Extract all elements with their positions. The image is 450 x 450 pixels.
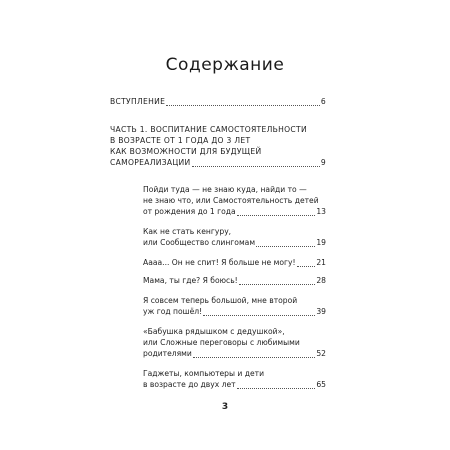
toc-subentry-line: Пойди туда — не знаю куда, найди то — xyxy=(143,185,307,194)
toc-entry-title: в возрасте до двух лет xyxy=(143,380,236,389)
toc-subentry-self-reliance xyxy=(143,207,326,217)
toc-subentry-mom-where xyxy=(143,276,326,286)
toc-subentry-line: Я совсем теперь большой, мне второй xyxy=(143,296,298,305)
leader-dots xyxy=(203,310,315,316)
toc-subentry-gadgets xyxy=(143,380,326,390)
leader-dots xyxy=(256,241,315,247)
toc-entry-introduction xyxy=(110,97,326,107)
toc-page-number: 13 xyxy=(316,207,326,216)
toc-subentry-line: или Сложные переговоры с любимыми xyxy=(143,338,300,347)
toc-entry-part1 xyxy=(110,158,326,168)
toc-page-number: 19 xyxy=(316,238,326,247)
toc-subentry-line: Гаджеты, компьютеры и дети xyxy=(143,369,265,378)
leader-dots xyxy=(192,161,320,167)
page-number: 3 xyxy=(221,402,229,412)
toc-subentry-big-now xyxy=(143,307,326,317)
toc-entry-title: ВСТУПЛЕНИЕ xyxy=(110,97,166,106)
page-title: Содержание xyxy=(165,55,285,75)
toc-entry-part1-line3: КАК ВОЗМОЖНОСТИ ДЛЯ БУДУЩЕЙ xyxy=(110,147,262,156)
toc-entry-part1-line2: В ВОЗРАСТЕ ОТ 1 ГОДА ДО 3 ЛЕТ xyxy=(110,136,251,145)
toc-page-number: 21 xyxy=(316,258,326,267)
leader-dots xyxy=(297,261,316,267)
leader-dots xyxy=(239,279,316,285)
leader-dots xyxy=(166,100,320,106)
toc-entry-title: САМОРЕАЛИЗАЦИИ xyxy=(110,158,191,167)
toc-entry-title: уж год пошёл! xyxy=(143,307,203,316)
toc-page-number: 28 xyxy=(316,276,326,285)
toc-subentry-line: не знаю что, или Самостоятельность детей xyxy=(143,196,319,205)
toc-entry-title: родителями xyxy=(143,349,192,358)
toc-page-number: 65 xyxy=(316,380,326,389)
toc-entry-title: или Сообщество слингомам xyxy=(143,238,256,247)
toc-subentry-kangaroo xyxy=(143,238,326,248)
toc-entry-title: Аааа... Он не спит! Я больше не могу! xyxy=(143,258,296,267)
leader-dots xyxy=(193,352,315,358)
toc-subentry-line: «Бабушка рядышком с дедушкой», xyxy=(143,327,285,336)
toc-entry-part1-line1: ЧАСТЬ 1. ВОСПИТАНИЕ САМОСТОЯТЕЛЬНОСТИ xyxy=(110,125,307,134)
leader-dots xyxy=(237,383,316,389)
toc-entry-title: Мама, ты где? Я боюсь! xyxy=(143,276,238,285)
leader-dots xyxy=(237,210,316,216)
toc-subentry-line: Как не стать кенгуру, xyxy=(143,227,232,236)
toc-page-number: 6 xyxy=(320,97,326,106)
toc-page-number: 39 xyxy=(316,307,326,316)
toc-page-number: 9 xyxy=(320,158,326,167)
toc-entry-title: от рождения до 1 года xyxy=(143,207,236,216)
toc-page-number: 52 xyxy=(316,349,326,358)
toc-subentry-grandparents xyxy=(143,349,326,359)
toc-subentry-not-sleeping xyxy=(143,258,326,268)
